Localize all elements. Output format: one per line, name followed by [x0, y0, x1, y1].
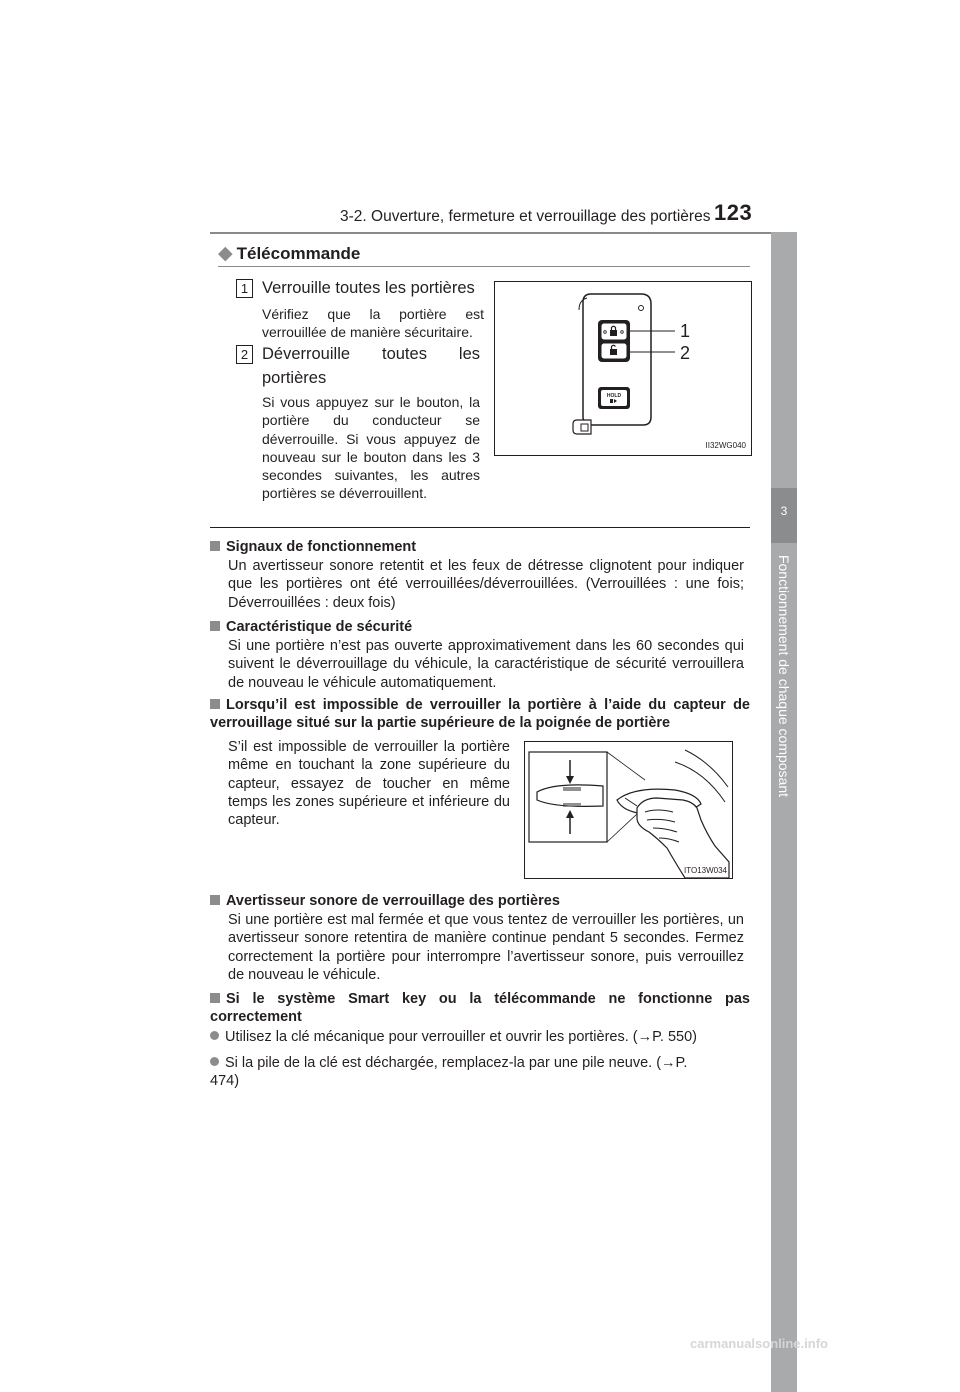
bullet-text: Si la pile de la clé est déchargée, remplacez-la par une pile neuve. (→P. 474) [210, 1055, 688, 1090]
round-bullet-icon [210, 1057, 219, 1066]
note-heading-text: Lorsqu’il est impossible de verrouiller la portière à l’aide du capteur de verrouillage situé sur la partie supérieure de la poignée de portière [210, 697, 750, 731]
remote-key-icon [495, 282, 751, 455]
callout-2: 2 [679, 343, 691, 363]
item-body: Si vous appuyez sur le bouton, la portière du conducteur se déverrouille. Si vous appuyez de nouveau sur le bouton dans les 3 secondes suivantes, les autres portières se déverrouillent. [262, 394, 480, 502]
section-divider [210, 527, 750, 528]
section-heading [218, 242, 360, 265]
hold-label: HOLD [606, 393, 622, 399]
square-bullet-icon [210, 541, 220, 551]
remote-key-figure [494, 281, 752, 456]
watermark: carmanualsonline.info [690, 1336, 828, 1351]
note-heading-text: Caractéristique de sécurité [226, 619, 413, 635]
note-heading [210, 990, 750, 1026]
diamond-icon: ◆ [218, 243, 233, 264]
note-heading-text: Signaux de fonctionnement [226, 539, 417, 555]
bullet-item [210, 1054, 710, 1091]
page-number: 123 [714, 200, 753, 225]
chapter-number: 3 [780, 504, 788, 518]
note-heading-text: Si le système Smart key ou la télécommande ne fonctionne pas correctement [210, 991, 750, 1025]
chapter-label: Fonctionnement de chaque composant [776, 554, 792, 798]
header-rule [210, 232, 772, 234]
figure-code: ITO13W034 [684, 866, 727, 875]
section-heading-text: Télécommande [236, 244, 361, 263]
figure-code: II32WG040 [705, 441, 746, 450]
note-heading [210, 538, 750, 556]
note-heading [210, 892, 750, 910]
bullet-item [210, 1028, 750, 1046]
bullet-text: Utilisez la clé mécanique pour verrouiller et ouvrir les portières. (→P. 550) [225, 1029, 697, 1045]
door-handle-icon [525, 742, 732, 878]
note-heading [210, 696, 750, 732]
note-body: Si une portière n’est pas ouverte approximativement dans les 60 secondes qui suivent le déverrouillage du véhicule, la caractéristique de sécurité verrouillera de nouveau le véhicule automatiquement. [228, 638, 744, 691]
item-body: Vérifiez que la portière est verrouillée de manière sécuritaire. [262, 306, 484, 341]
running-header-title: 3-2. Ouverture, fermeture et verrouillage des portières [340, 208, 711, 225]
round-bullet-icon [210, 1031, 219, 1040]
square-bullet-icon [210, 895, 220, 905]
door-handle-figure [524, 741, 733, 879]
item-number-badge: 1 [236, 279, 253, 298]
note-body: Si une portière est mal fermée et que vous tentez de verrouiller les portières, un avertisseur sonore retentira de manière continue pendant 5 secondes. Fermez correctement la portière pour interrompre l’avertisseur sonore, puis verrouillez de nouveau le véhicule. [228, 912, 744, 983]
callout-1: 1 [679, 321, 691, 341]
section-rule [218, 266, 750, 267]
note-heading-text: Avertisseur sonore de verrouillage des portières [226, 893, 560, 909]
note-body: S’il est impossible de verrouiller la portière même en touchant la zone supérieure du capteur, essayez de toucher en même temps les zones supérieure et inférieure du capteur. [228, 739, 510, 829]
square-bullet-icon [210, 699, 220, 709]
note-body: Un avertisseur sonore retentit et les feux de détresse clignotent pour indiquer que les portières ont été verrouillées/déverrouillées. (Verrouillées : une fois; Déverrouillées : deux fois) [228, 558, 744, 611]
item-title: Déverrouille toutes les portières [262, 345, 480, 387]
note-heading [210, 618, 750, 636]
square-bullet-icon [210, 993, 220, 1003]
item-title: Verrouille toutes les portières [262, 279, 475, 297]
item-number-badge: 2 [236, 345, 253, 364]
square-bullet-icon [210, 621, 220, 631]
